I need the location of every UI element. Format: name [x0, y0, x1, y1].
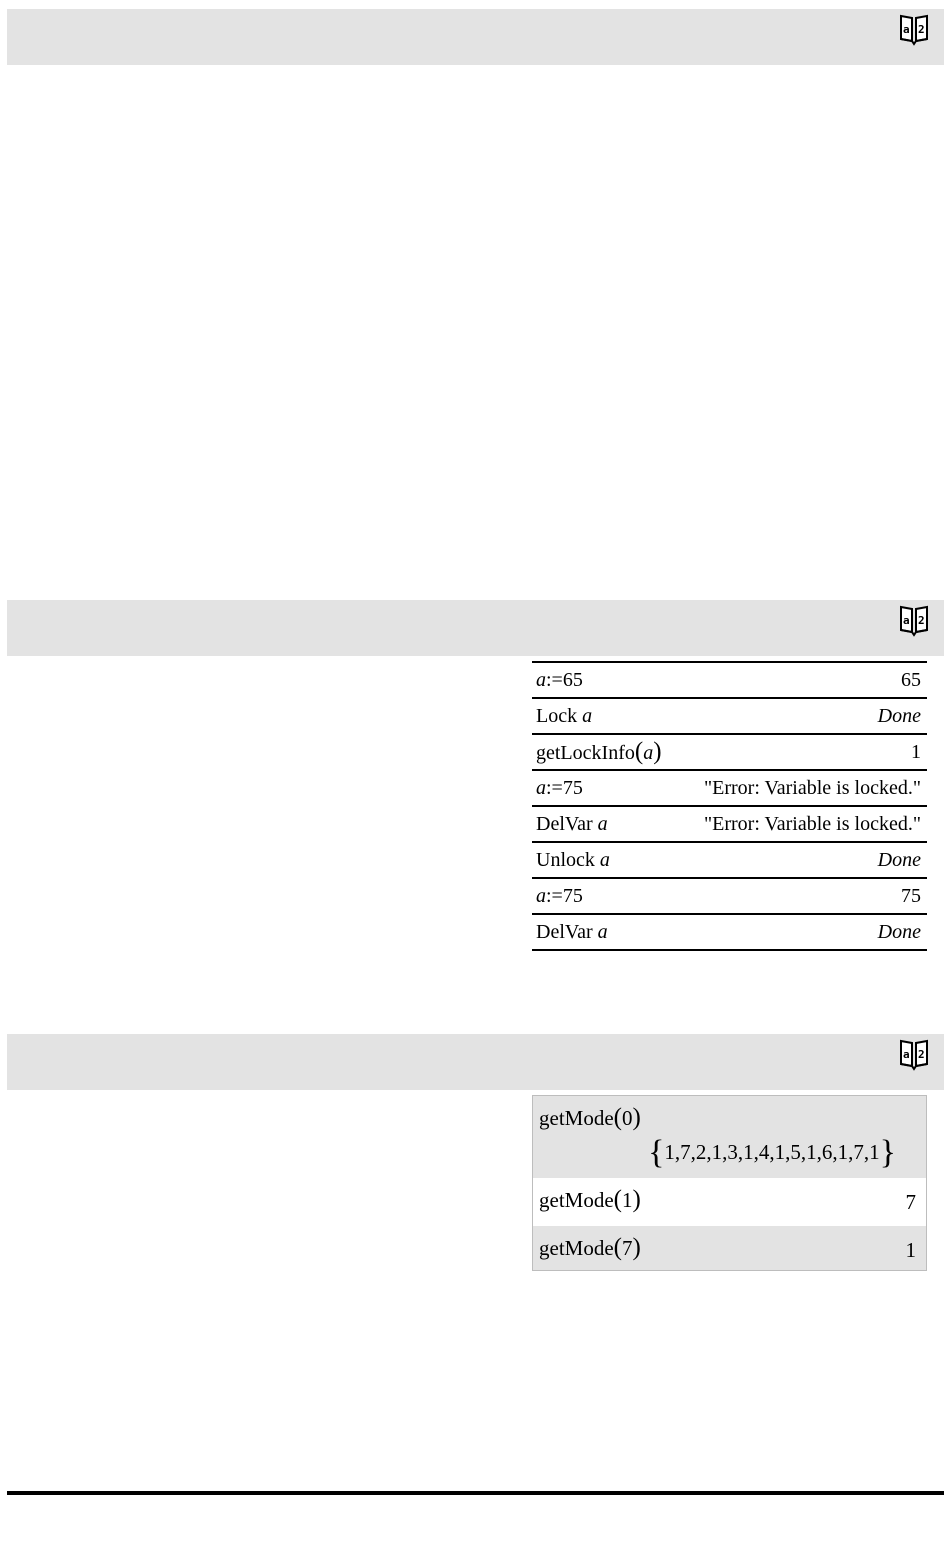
- result-value: 75: [901, 884, 921, 907]
- svg-text:a: a: [903, 23, 910, 36]
- catalog-book-icon: [898, 13, 930, 47]
- example-row: [532, 733, 927, 769]
- section-header-band-2: [7, 600, 944, 656]
- page-bottom-rule: [7, 1491, 944, 1495]
- input-expression: getMode(1): [539, 1186, 641, 1213]
- svg-text:a: a: [903, 614, 910, 627]
- result-value: Done: [877, 920, 921, 943]
- catalog-book-icon: [898, 1038, 930, 1072]
- input-expression: Unlock a: [536, 848, 610, 871]
- section-header-band-1: [7, 9, 944, 65]
- result-value: 7: [905, 1190, 916, 1214]
- catalog-book-icon: [898, 604, 930, 638]
- result-value: "Error: Variable is locked.": [703, 812, 921, 835]
- example-row: [532, 769, 927, 805]
- example-row: [532, 841, 927, 877]
- input-expression: getMode(7): [539, 1234, 641, 1261]
- result-value: "Error: Variable is locked.": [703, 776, 921, 799]
- result-list: {1,7,2,1,3,1,4,1,5,1,6,1,7,1}: [648, 1134, 896, 1171]
- lock-example-table: [532, 661, 927, 951]
- input-expression: a:=75: [536, 776, 583, 799]
- input-expression: getLockInfo(a): [536, 738, 662, 765]
- example-row: [532, 805, 927, 841]
- result-value: 65: [901, 668, 921, 691]
- getmode-example-box: [532, 1095, 927, 1271]
- svg-text:2: 2: [918, 23, 925, 36]
- result-value: Done: [877, 848, 921, 871]
- result-value: Done: [877, 704, 921, 727]
- svg-text:2: 2: [918, 1048, 925, 1061]
- example-row: [532, 877, 927, 913]
- result-value: 1: [905, 1238, 916, 1262]
- result-value: 1: [911, 740, 921, 763]
- example-row: [533, 1178, 926, 1226]
- input-expression: getMode(0): [539, 1104, 641, 1131]
- svg-text:a: a: [903, 1048, 910, 1061]
- input-expression: DelVar a: [536, 812, 608, 835]
- input-expression: DelVar a: [536, 920, 608, 943]
- example-row: [533, 1226, 926, 1270]
- example-row: [532, 661, 927, 697]
- svg-text:2: 2: [918, 614, 925, 627]
- input-expression: a:=65: [536, 668, 583, 691]
- section-header-band-3: [7, 1034, 944, 1090]
- input-expression: Lock a: [536, 704, 593, 727]
- example-row: [533, 1096, 926, 1178]
- example-row: [532, 913, 927, 951]
- example-row: [532, 697, 927, 733]
- input-expression: a:=75: [536, 884, 583, 907]
